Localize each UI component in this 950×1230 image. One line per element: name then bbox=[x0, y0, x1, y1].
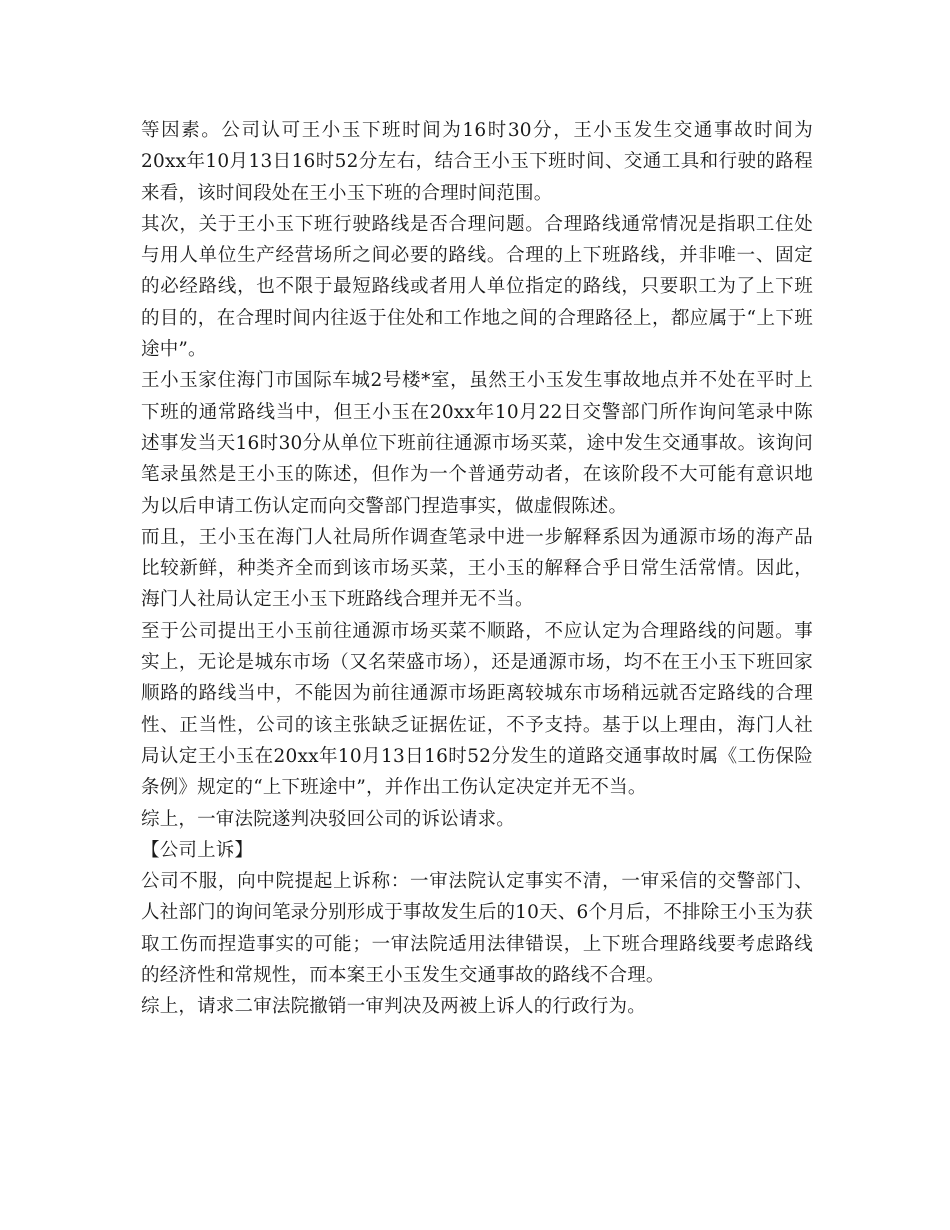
paragraph: 至于公司提出王小玉前往通源市场买菜不顺路，不应认定为合理路线的问题。事实上，无论是城东市场（又名荣盛市场），还是通源市场，均不在王小玉下班回家顺路的路线当中，不能因为前往通源市场距离较城东市场稍远就否定路线的合理性、正当性，公司的该主张缺乏证据佐证，不予支持。基于以上理由，海门人社局认定王小玉在20xx年10月13日16时52分发生的道路交通事故时属《工伤保险条例》规定的“上下班途中”，并作出工伤认定决定并无不当。 bbox=[141, 620, 813, 799]
paragraph: 其次，关于王小玉下班行驶路线是否合理问题。合理路线通常情况是指职工住处与用人单位生产经营场所之间必要的路线。合理的上下班路线，并非唯一、固定的必经路线，也不限于最短路线或者用人单位指定的路线，只要职工为了上下班的目的，在合理时间内往返于住处和工作地之间的合理路径上，都应属于“上下班途中”。 bbox=[141, 213, 813, 361]
paragraph: 综上，一审法院遂判决驳回公司的诉讼请求。 bbox=[141, 808, 516, 830]
paragraph: 王小玉家住海门市国际车城2号楼*室，虽然王小玉发生事故地点并不处在平时上下班的通常路线当中，但王小玉在20xx年10月22日交警部门所作询问笔录中陈述事发当天16时30分从单位下班前往通源市场买菜，途中发生交通事故。该询问笔录虽然是王小玉的陈述，但作为一个普通劳动者，在该阶段不大可能有意识地为以后申请工伤认定而向交警部门捏造事实，做虚假陈述。 bbox=[141, 370, 813, 517]
document-body bbox=[141, 115, 813, 1023]
paragraph: 等因素。公司认可王小玉下班时间为16时30分，王小玉发生交通事故时间为20xx年10月13日16时52分左右，结合王小玉下班时间、交通工具和行驶的路程来看，该时间段处在王小玉下班的合理时间范围。 bbox=[141, 120, 813, 204]
paragraph: 而且，王小玉在海门人社局所作调查笔录中进一步解释系因为通源市场的海产品比较新鲜，种类齐全而到该市场买菜，王小玉的解释合乎日常生活常情。因此，海门人社局认定王小玉下班路线合理并无不当。 bbox=[141, 526, 813, 611]
section-heading: 【公司上诉】 bbox=[141, 839, 254, 861]
paragraph: 综上，请求二审法院撤销一审判决及两被上诉人的行政行为。 bbox=[141, 996, 646, 1018]
paragraph: 公司不服，向中院提起上诉称：一审法院认定事实不清，一审采信的交警部门、人社部门的询问笔录分别形成于事故发生后的10天、6个月后，不排除王小玉为获取工伤而捏造事实的可能；一审法院适用法律错误，上下班合理路线要考虑路线的经济性和常规性，而本案王小玉发生交通事故的路线不合理。 bbox=[141, 871, 813, 987]
